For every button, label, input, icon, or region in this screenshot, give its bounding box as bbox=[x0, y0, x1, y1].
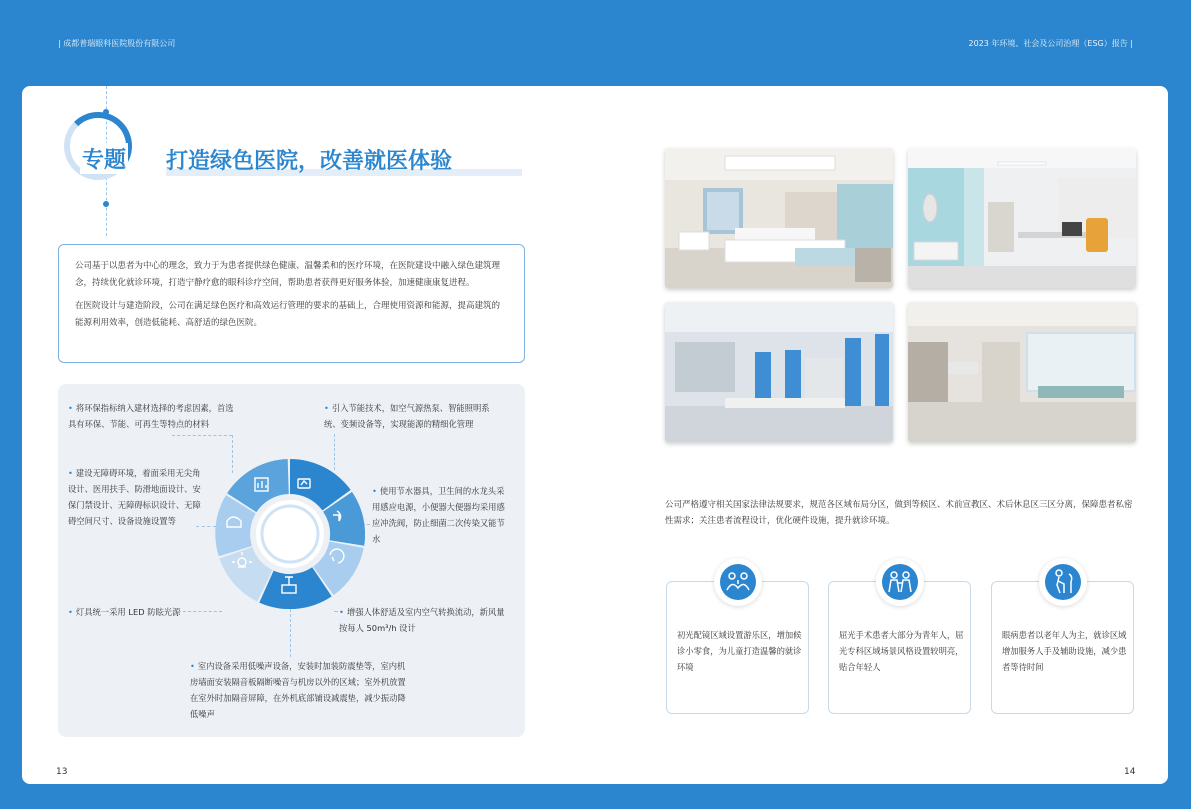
ring-dot bbox=[103, 109, 109, 115]
report-title: 2023 年环境、社会及公司治理（ESG）报告 | bbox=[968, 39, 1133, 48]
ward-room-image bbox=[665, 148, 893, 288]
lobby-image bbox=[908, 302, 1136, 442]
intro-paragraph-2: 在医院设计与建造阶段，公司在满足绿色医疗和高效运行管理的要求的基础上，合理使用资源和能源，提高建筑的能源利用效率，创造低能耗、高舒适的绿色医院。 bbox=[75, 301, 501, 328]
layout-description: 公司严格遵守相关国家法律法规要求，规范各区域布局分区，做到等候区、术前宣教区、术后休息区三区分离，保障患者私密性需求；关注患者流程设计，优化硬件设施，提升就诊环境。 bbox=[665, 500, 1133, 526]
feature-text: 眼病患者以老年人为主，就诊区域增加服务人手及辅助设施，减少患者等待时间 bbox=[1002, 630, 1127, 672]
measure-text: 引入节能技术，如空气源热泵、智能照明系统、变频设备等，实现能源的精细化管理 bbox=[324, 403, 490, 429]
photo-consulting-room bbox=[908, 148, 1136, 288]
ring-dot bbox=[103, 201, 109, 207]
measure-text: 使用节水器具，卫生间的水龙头采用感应电源，小便器大便器均采用感应冲洗阀，防止细菌二次传染又能节水 bbox=[372, 486, 505, 544]
consulting-room-image bbox=[908, 148, 1136, 288]
measure-item: • 使用节水器具，卫生间的水龙头采用感应电源，小便器大便器均采用感应冲洗阀，防止细菌二次传染又能节水 bbox=[372, 486, 505, 544]
feature-text: 屈光手术患者大部分为青年人，屈光专科区域场景风格设置较明亮，贴合年轻人 bbox=[839, 630, 964, 672]
photo-ward-room bbox=[665, 148, 893, 288]
elderly-person-icon bbox=[1039, 558, 1087, 606]
measure-text: 增强人体舒适及室内空气转换流动，新风量按每人 50m³/h 设计 bbox=[339, 607, 505, 633]
feature-text: 初光配镜区域设置游乐区，增加候诊小零食，为儿童打造温馨的就诊环境 bbox=[677, 630, 802, 672]
leader-line bbox=[334, 611, 338, 612]
intro-paragraph-1: 公司基于以患者为中心的理念，致力于为患者提供绿色健康、温馨柔和的医疗环境，在医院建设中融入绿色建筑理念，持续优化就诊环境，打造宁静疗愈的眼科诊疗空间，帮助患者获得更好服务体验，加速健康康复进程。 bbox=[75, 261, 501, 288]
leader-line bbox=[290, 609, 291, 657]
children-play-icon bbox=[714, 558, 762, 606]
topic-tag: 专题 bbox=[80, 143, 128, 174]
measure-item: • 将环保指标纳入建材选择的考虑因素，首选具有环保、节能、可再生等特点的材料 bbox=[68, 403, 234, 429]
page-card bbox=[22, 86, 1168, 784]
leader-line bbox=[152, 611, 222, 612]
header-bar bbox=[0, 0, 1191, 86]
page-title: 打造绿色医院，改善就医体验 bbox=[166, 149, 453, 174]
measure-item: • 增强人体舒适及室内空气转换流动，新风量按每人 50m³/h 设计 bbox=[339, 607, 505, 633]
measure-text: 灯具统一采用 LED 防眩光源 bbox=[75, 607, 181, 617]
measure-item: • 建设无障碍环境，着面采用无尖角设计、医用扶手、防滑地面设计、安保门禁设计、无障碍标识设计、无障碍空间尺寸、设备设施设置等 bbox=[68, 468, 201, 526]
measure-text: 室内设备采用低噪声设备，安装时加装防震垫等，室内机房墙面安装隔音板隔断噪音与机房以外的区域；室外机放置在室外时加隔音屏障，在外机底部铺设减震垫，减少振动降低噪声 bbox=[190, 661, 406, 719]
measure-text: 将环保指标纳入建材选择的考虑因素，首选具有环保、节能、可再生等特点的材料 bbox=[68, 403, 234, 429]
leader-line bbox=[172, 435, 232, 436]
leader-line bbox=[196, 526, 216, 527]
intro-box bbox=[58, 244, 525, 363]
measure-text: 建设无障碍环境，着面采用无尖角设计、医用扶手、防滑地面设计、安保门禁设计、无障碍标识设计、无障碍空间尺寸、设备设施设置等 bbox=[68, 468, 201, 526]
measure-item: • 灯具统一采用 LED 防眩光源 bbox=[68, 607, 181, 617]
measure-item: • 室内设备采用低噪声设备，安装时加装防震垫等，室内机房墙面安装隔音板隔断噪音与机房以外的区域；室外机放置在室外时加隔音屏障，在外机底部铺设减震垫，减少振动降低噪声 bbox=[190, 661, 406, 719]
waiting-area-image bbox=[665, 302, 893, 442]
company-name: | 成都普瑞眼科医院股份有限公司 bbox=[58, 39, 176, 48]
measure-item: • 引入节能技术，如空气源热泵、智能照明系统、变频设备等，实现能源的精细化管理 bbox=[324, 403, 490, 429]
photo-lobby bbox=[908, 302, 1136, 442]
young-people-icon bbox=[876, 558, 924, 606]
donut-hole bbox=[256, 500, 324, 568]
page-number-left: 13 bbox=[56, 767, 68, 777]
photo-waiting-area bbox=[665, 302, 893, 442]
page-number-right: 14 bbox=[1124, 767, 1136, 777]
measures-donut bbox=[215, 459, 365, 609]
